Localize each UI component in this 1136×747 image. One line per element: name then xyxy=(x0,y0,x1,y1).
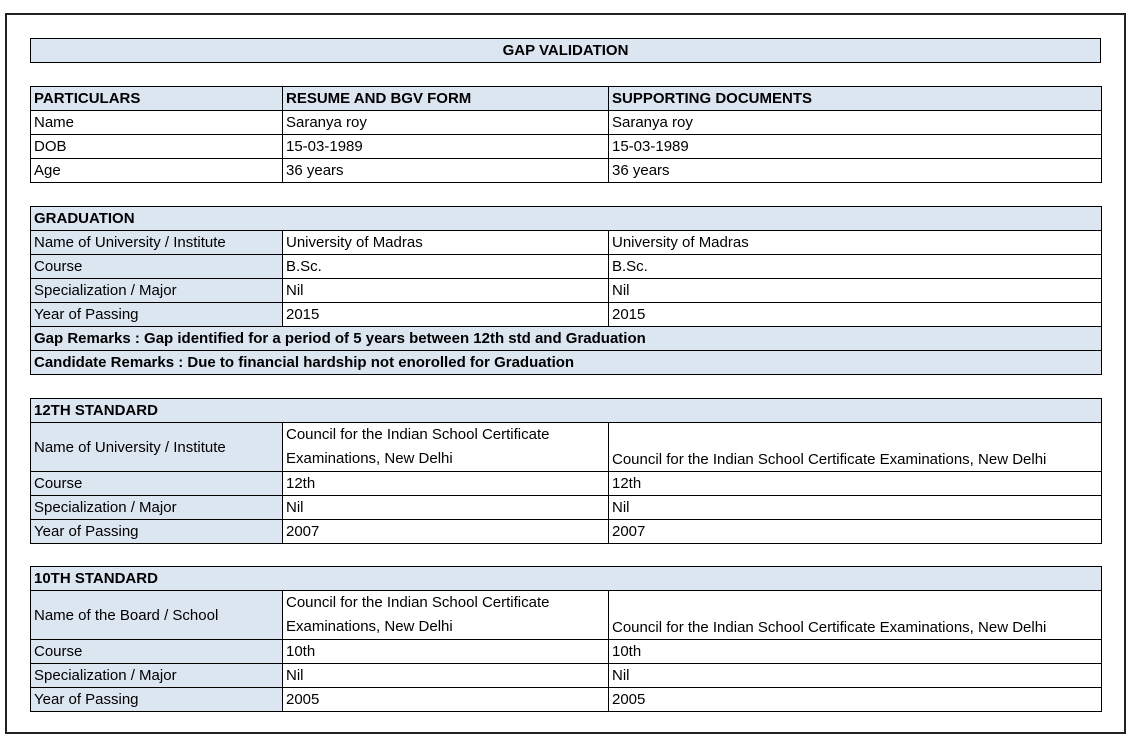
row-label: Name of the Board / School xyxy=(31,591,283,640)
row-label: Year of Passing xyxy=(31,303,283,327)
resume-value: Nil xyxy=(283,664,609,688)
tenth-heading: 10TH STANDARD xyxy=(31,567,1102,591)
docs-value: 36 years xyxy=(609,159,1102,183)
docs-value: 15-03-1989 xyxy=(609,135,1102,159)
table-row xyxy=(31,520,1102,544)
docs-value: University of Madras xyxy=(609,231,1102,255)
gap-remarks-row xyxy=(31,327,1102,351)
resume-value: Council for the Indian School Certificate Examinations, New Delhi xyxy=(283,591,609,640)
docs-value: Saranya roy xyxy=(609,111,1102,135)
particulars-table xyxy=(30,86,1102,183)
docs-value: 10th xyxy=(609,640,1102,664)
table-row xyxy=(31,664,1102,688)
table-row xyxy=(31,159,1102,183)
resume-value: 2015 xyxy=(283,303,609,327)
graduation-table xyxy=(30,206,1102,375)
resume-value: 2005 xyxy=(283,688,609,712)
resume-value: 2007 xyxy=(283,520,609,544)
row-label: Age xyxy=(31,159,283,183)
table-row xyxy=(31,279,1102,303)
section-heading-row xyxy=(31,207,1102,231)
header-supporting-docs: SUPPORTING DOCUMENTS xyxy=(609,87,1102,111)
docs-value: B.Sc. xyxy=(609,255,1102,279)
section-heading-row xyxy=(31,399,1102,423)
table-row xyxy=(31,303,1102,327)
table-row xyxy=(31,688,1102,712)
header-resume-bgv: RESUME AND BGV FORM xyxy=(283,87,609,111)
docs-value: Nil xyxy=(609,279,1102,303)
resume-value: 15-03-1989 xyxy=(283,135,609,159)
docs-value: Nil xyxy=(609,664,1102,688)
resume-value: B.Sc. xyxy=(283,255,609,279)
resume-value: Nil xyxy=(283,496,609,520)
resume-value: 36 years xyxy=(283,159,609,183)
row-label: Year of Passing xyxy=(31,520,283,544)
table-row xyxy=(31,111,1102,135)
docs-value: 2005 xyxy=(609,688,1102,712)
row-label: DOB xyxy=(31,135,283,159)
table-row xyxy=(31,255,1102,279)
table-row xyxy=(31,591,1102,640)
candidate-remarks-row xyxy=(31,351,1102,375)
docs-value: 2015 xyxy=(609,303,1102,327)
row-label: Course xyxy=(31,255,283,279)
resume-value: Saranya roy xyxy=(283,111,609,135)
table-header-row xyxy=(31,87,1102,111)
table-row xyxy=(31,135,1102,159)
table-row xyxy=(31,472,1102,496)
row-label: Name of University / Institute xyxy=(31,231,283,255)
resume-value: Nil xyxy=(283,279,609,303)
twelfth-heading: 12TH STANDARD xyxy=(31,399,1102,423)
resume-value: University of Madras xyxy=(283,231,609,255)
row-label: Year of Passing xyxy=(31,688,283,712)
row-label: Specialization / Major xyxy=(31,496,283,520)
page-title: GAP VALIDATION xyxy=(30,38,1101,63)
docs-value: Council for the Indian School Certificate Examinations, New Delhi xyxy=(609,591,1102,640)
docs-value: Nil xyxy=(609,496,1102,520)
row-label: Name xyxy=(31,111,283,135)
resume-value: 10th xyxy=(283,640,609,664)
candidate-remarks: Candidate Remarks : Due to financial hardship not enorolled for Graduation xyxy=(31,351,1102,375)
row-label: Specialization / Major xyxy=(31,279,283,303)
header-particulars: PARTICULARS xyxy=(31,87,283,111)
resume-value: 12th xyxy=(283,472,609,496)
resume-value: Council for the Indian School Certificate Examinations, New Delhi xyxy=(283,423,609,472)
tenth-standard-table xyxy=(30,566,1102,712)
docs-value: 2007 xyxy=(609,520,1102,544)
docs-value: Council for the Indian School Certificate Examinations, New Delhi xyxy=(609,423,1102,472)
section-heading-row xyxy=(31,567,1102,591)
table-row xyxy=(31,423,1102,472)
twelfth-standard-table xyxy=(30,398,1102,544)
gap-remarks: Gap Remarks : Gap identified for a period of 5 years between 12th std and Graduation xyxy=(31,327,1102,351)
docs-value: 12th xyxy=(609,472,1102,496)
table-row xyxy=(31,231,1102,255)
row-label: Specialization / Major xyxy=(31,664,283,688)
row-label: Course xyxy=(31,472,283,496)
row-label: Course xyxy=(31,640,283,664)
row-label: Name of University / Institute xyxy=(31,423,283,472)
graduation-heading: GRADUATION xyxy=(31,207,1102,231)
table-row xyxy=(31,496,1102,520)
table-row xyxy=(31,640,1102,664)
